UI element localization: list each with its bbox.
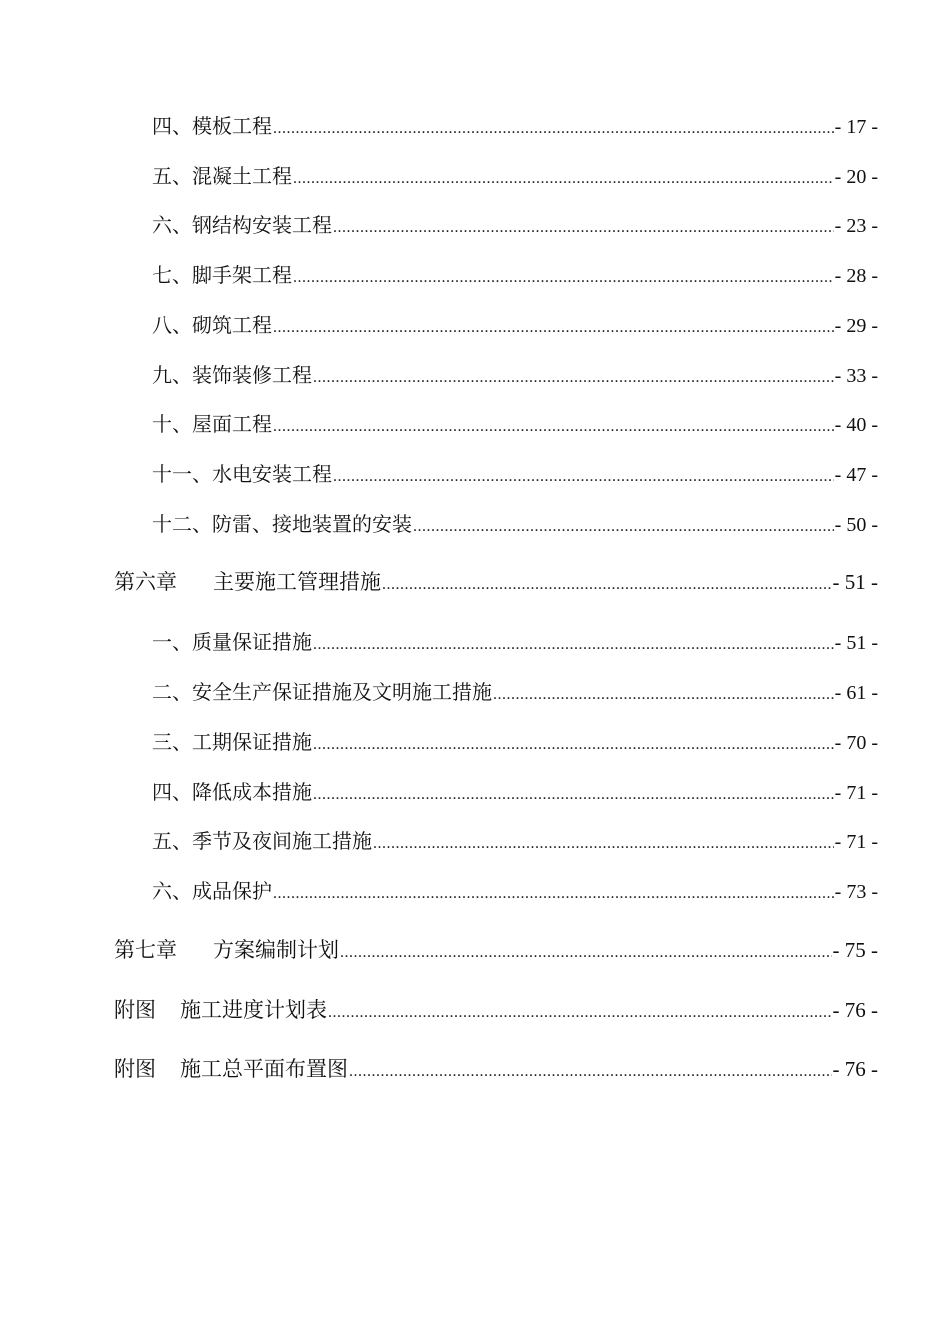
toc-leader-dots bbox=[333, 469, 834, 485]
toc-entry-page: - 71 - bbox=[834, 831, 878, 853]
toc-entry-title: 方案编制计划 bbox=[213, 938, 339, 962]
toc-leader-dots bbox=[313, 637, 834, 653]
toc-entry-title: 三、工期保证措施 bbox=[152, 730, 312, 754]
toc-entry-page: - 20 - bbox=[834, 166, 878, 188]
toc-leader-dots bbox=[349, 1064, 832, 1080]
toc-entry-cost-reduction[interactable] bbox=[152, 782, 878, 803]
toc-leader-dots bbox=[293, 171, 834, 187]
toc-entry-page: - 51 - bbox=[832, 570, 878, 594]
toc-entry-page: - 23 - bbox=[834, 215, 878, 237]
toc-entry-mep-installation[interactable] bbox=[152, 464, 878, 485]
toc-entry-title: 十一、水电安装工程 bbox=[152, 462, 332, 486]
toc-entry-page: - 47 - bbox=[834, 464, 878, 486]
toc-entry-page: - 73 - bbox=[834, 881, 878, 903]
toc-leader-dots bbox=[493, 687, 834, 703]
toc-entry-seasonal-night[interactable] bbox=[152, 831, 878, 852]
toc-entry-title: 九、装饰装修工程 bbox=[152, 363, 312, 387]
toc-appendix-label: 附图 bbox=[114, 998, 156, 1022]
toc-entry-decoration[interactable] bbox=[152, 365, 878, 386]
toc-chapter-6[interactable] bbox=[114, 572, 878, 593]
toc-entry-page: - 76 - bbox=[832, 1057, 878, 1081]
toc-leader-dots bbox=[313, 737, 834, 753]
toc-leader-dots bbox=[413, 519, 834, 535]
toc-leader-dots bbox=[333, 220, 834, 236]
toc-appendix-label: 附图 bbox=[114, 1057, 156, 1081]
toc-entry-roofing[interactable] bbox=[152, 414, 878, 435]
toc-entry-title: 一、质量保证措施 bbox=[152, 630, 312, 654]
toc-leader-dots bbox=[382, 577, 832, 593]
toc-entry-title: 施工进度计划表 bbox=[180, 998, 327, 1022]
toc-leader-dots bbox=[313, 370, 834, 386]
toc-entry-lightning-grounding[interactable] bbox=[152, 514, 878, 535]
toc-appendix-site-plan[interactable] bbox=[114, 1059, 878, 1080]
toc-entry-page: - 61 - bbox=[834, 682, 878, 704]
toc-entry-title: 四、模板工程 bbox=[152, 114, 272, 138]
toc-entry-title: 六、成品保护 bbox=[152, 879, 272, 903]
toc-entry-title: 七、脚手架工程 bbox=[152, 263, 292, 287]
toc-leader-dots bbox=[313, 787, 834, 803]
toc-leader-dots bbox=[328, 1005, 832, 1021]
toc-leader-dots bbox=[293, 270, 834, 286]
toc-entry-steel-structure[interactable] bbox=[152, 215, 878, 236]
toc-entry-page: - 70 - bbox=[834, 732, 878, 754]
toc-entry-page: - 75 - bbox=[832, 938, 878, 962]
toc-entry-title: 十、屋面工程 bbox=[152, 412, 272, 436]
toc-entry-page: - 50 - bbox=[834, 514, 878, 536]
toc-entry-title: 四、降低成本措施 bbox=[152, 780, 312, 804]
toc-chapter-7[interactable] bbox=[114, 940, 878, 961]
toc-entry-quality[interactable] bbox=[152, 632, 878, 653]
toc-entry-formwork[interactable] bbox=[152, 116, 878, 137]
toc-appendix-schedule-table[interactable] bbox=[114, 1000, 878, 1021]
toc-entry-scaffolding[interactable] bbox=[152, 265, 878, 286]
toc-entry-page: - 51 - bbox=[834, 632, 878, 654]
toc-entry-title: 二、安全生产保证措施及文明施工措施 bbox=[152, 680, 492, 704]
toc-entry-safety[interactable] bbox=[152, 682, 878, 703]
toc-entry-title: 主要施工管理措施 bbox=[213, 570, 381, 594]
toc-entry-title: 五、混凝土工程 bbox=[152, 164, 292, 188]
toc-entry-masonry[interactable] bbox=[152, 315, 878, 336]
toc-leader-dots bbox=[273, 121, 834, 137]
toc-leader-dots bbox=[273, 886, 834, 902]
toc-entry-title: 施工总平面布置图 bbox=[180, 1057, 348, 1081]
toc-entry-title: 五、季节及夜间施工措施 bbox=[152, 829, 372, 853]
toc-entry-title: 六、钢结构安装工程 bbox=[152, 213, 332, 237]
toc-chapter-number: 第七章 bbox=[114, 938, 177, 962]
toc-chapter-number: 第六章 bbox=[114, 570, 177, 594]
toc-leader-dots bbox=[373, 836, 834, 852]
toc-entry-page: - 17 - bbox=[834, 116, 878, 138]
toc-leader-dots bbox=[340, 945, 832, 961]
toc-leader-dots bbox=[273, 320, 834, 336]
toc-entry-page: - 28 - bbox=[834, 265, 878, 287]
toc-entry-schedule[interactable] bbox=[152, 732, 878, 753]
toc-entry-concrete[interactable] bbox=[152, 166, 878, 187]
toc-entry-product-protection[interactable] bbox=[152, 881, 878, 902]
toc-entry-title: 十二、防雷、接地装置的安装 bbox=[152, 512, 412, 536]
toc-entry-page: - 71 - bbox=[834, 782, 878, 804]
toc-entry-page: - 29 - bbox=[834, 315, 878, 337]
toc-entry-page: - 76 - bbox=[832, 998, 878, 1022]
toc-leader-dots bbox=[273, 419, 834, 435]
toc-entry-title: 八、砌筑工程 bbox=[152, 313, 272, 337]
toc-entry-page: - 40 - bbox=[834, 414, 878, 436]
toc-entry-page: - 33 - bbox=[834, 365, 878, 387]
